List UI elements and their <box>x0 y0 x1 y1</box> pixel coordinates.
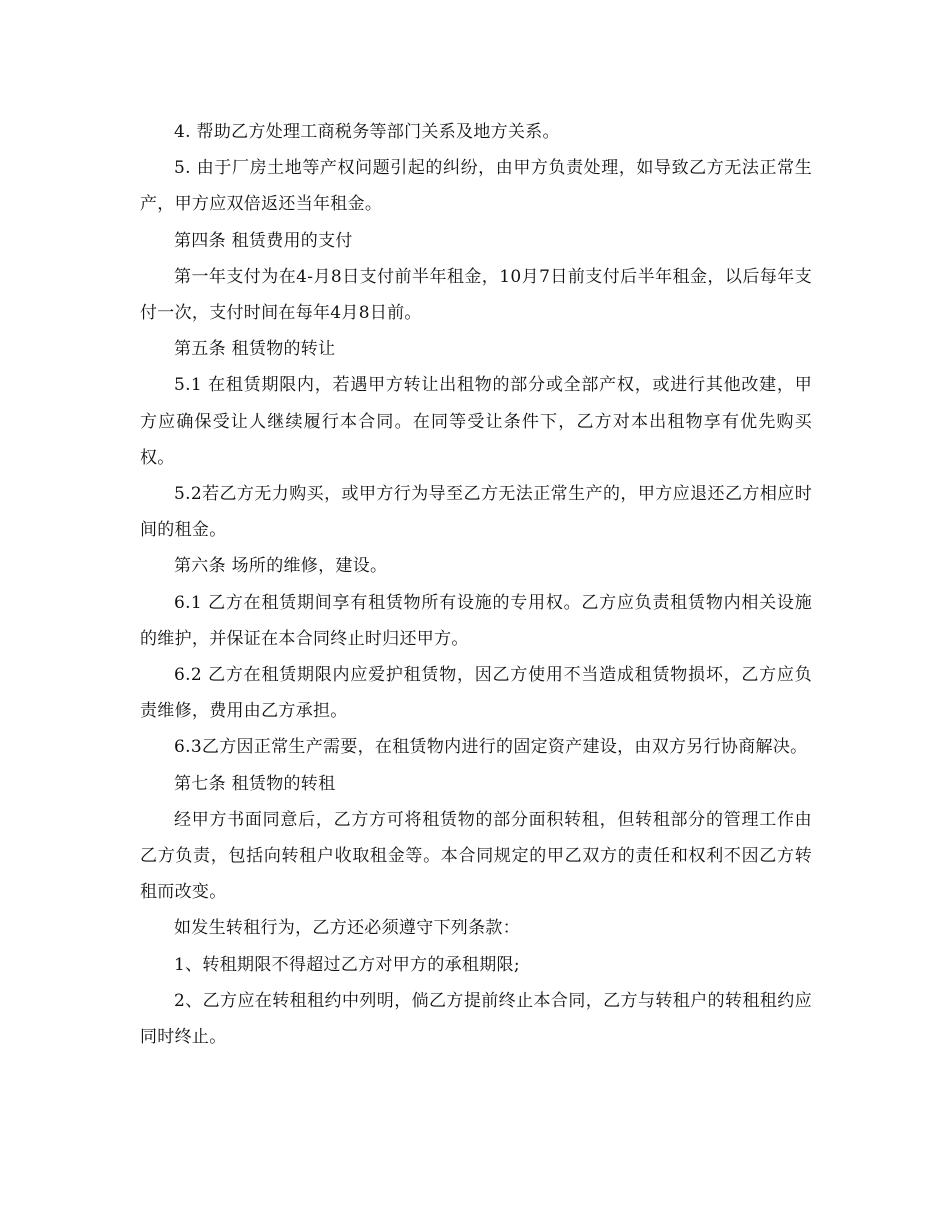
document-body <box>140 114 812 1055</box>
clause-5-1-text: 5.1 在租赁期限内，若遇甲方转让出租物的部分或全部产权，或进行其他改建，甲方应确保受让人继续履行本合同。在同等受让条件下，乙方对本出租物享有优先购买权。 <box>140 375 812 468</box>
article-4-payment-text: 第一年支付为在4-月8日支付前半年租金，10月7日前支付后半年租金，以后每年支付一次，支付时间在每年4月8日前。 <box>140 266 812 324</box>
sublease-conditions-intro: 如发生转租行为，乙方还必须遵守下列条款： <box>174 918 520 939</box>
article-4-heading: 第四条 租赁费用的支付 <box>174 230 353 251</box>
sublease-condition-2: 2、乙方应在转租租约中列明，倘乙方提前终止本合同，乙方与转租户的转租租约应同时终止。 <box>140 990 812 1048</box>
article-7-heading: 第七条 租赁物的转租 <box>174 773 336 794</box>
clause-6-2-text: 6.2 乙方在租赁期限内应爱护租赁物，因乙方使用不当造成租赁物损坏，乙方应负责维修，费用由乙方承担。 <box>140 665 812 722</box>
clause-5-2-text: 5.2若乙方无力购买，或甲方行为导至乙方无法正常生产的，甲方应退还乙方相应时间的租金。 <box>140 484 812 541</box>
article-5-heading: 第五条 租赁物的转让 <box>174 339 336 360</box>
sublease-condition-1: 1、转租期限不得超过乙方对甲方的承租期限; <box>174 954 520 975</box>
clause-4-text: 4. 帮助乙方处理工商税务等部门关系及地方关系。 <box>174 122 560 142</box>
clause-5-text: 5. 由于厂房土地等产权问题引起的纠纷，由甲方负责处理，如导致乙方无法正常生产，甲方应双倍返还当年租金。 <box>140 158 812 215</box>
article-7-sublease-text: 经甲方书面同意后，乙方方可将租赁物的部分面积转租，但转租部分的管理工作由乙方负责，包括向转租户收取租金等。本合同规定的甲乙双方的责任和权利不因乙方转租而改变。 <box>140 809 812 903</box>
clause-6-3-text: 6.3乙方因正常生产需要，在租赁物内进行的固定资产建设，由双方另行协商解决。 <box>174 737 808 758</box>
article-6-heading: 第六条 场所的维修，建设。 <box>174 556 388 577</box>
clause-6-1-text: 6.1 乙方在租赁期间享有租赁物所有设施的专用权。乙方应负责租赁物内相关设施的维护，并保证在本合同终止时归还甲方。 <box>140 592 812 649</box>
